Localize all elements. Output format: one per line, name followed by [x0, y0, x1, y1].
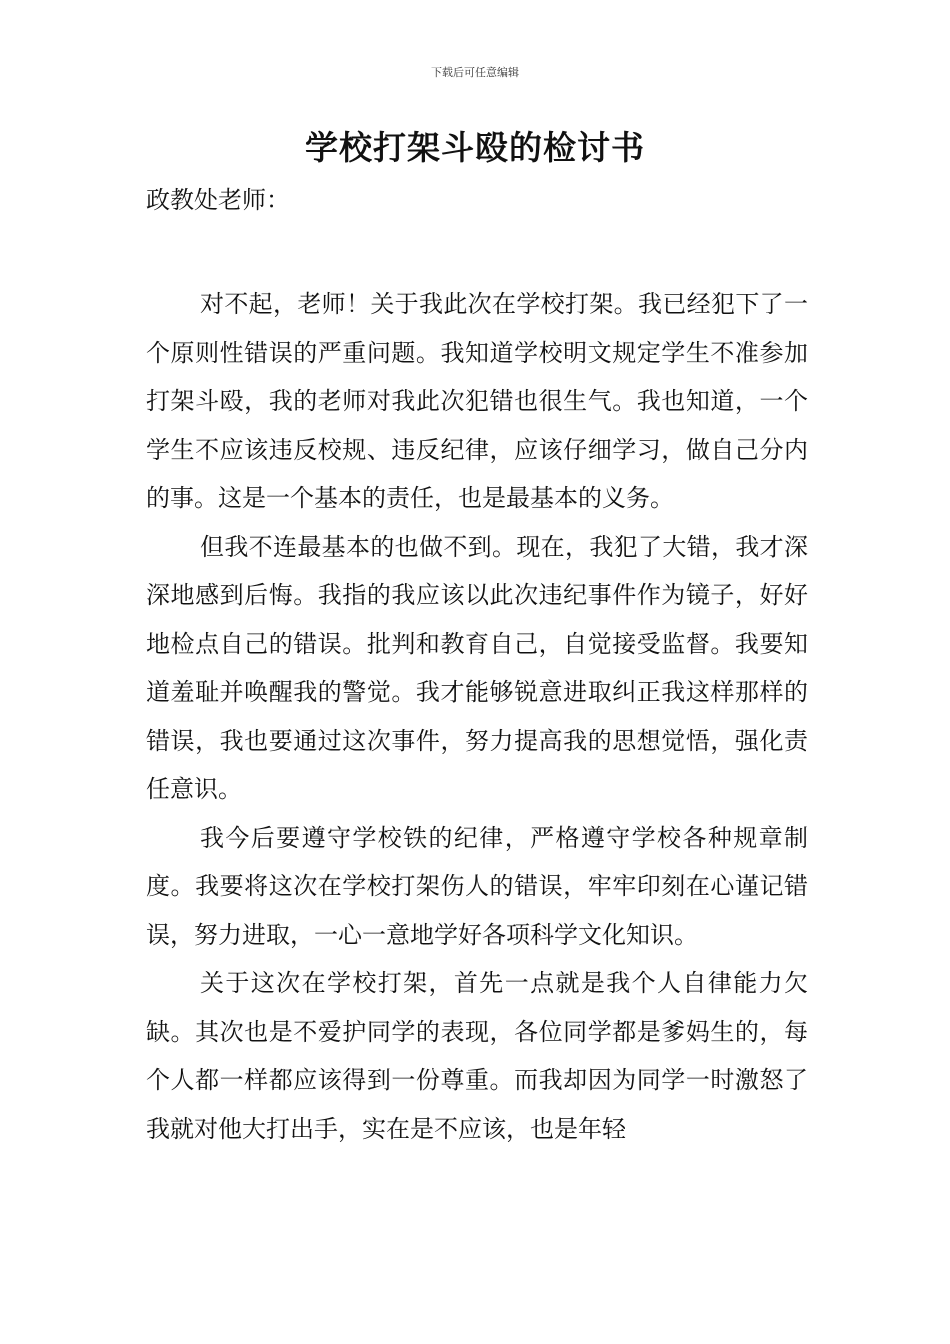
document-body: [146, 280, 808, 1153]
document-title: 学校打架斗殴的检讨书: [305, 128, 645, 167]
paragraph: 我今后要遵守学校铁的纪律，严格遵守学校各种规章制度。我要将这次在学校打架伤人的错误，牢牢印刻在心谨记错误，努力进取，一心一意地学好各项科学文化知识。: [146, 823, 808, 949]
paragraph: 对不起，老师！关于我此次在学校打架。我已经犯下了一个原则性错误的严重问题。我知道学校明文规定学生不准参加打架斗殴，我的老师对我此次犯错也很生气。我也知道，一个学生不应该违反校规、违反纪律，应该仔细学习，做自己分内的事。这是一个基本的责任，也是最基本的义务。: [146, 290, 808, 512]
paragraph: 关于这次在学校打架，首先一点就是我个人自律能力欠缺。其次也是不爱护同学的表现，各位同学都是爹妈生的，每个人都一样都应该得到一份尊重。而我却因为同学一时激怒了我就对他大打出手，实在是不应该，也是年轻: [146, 969, 808, 1143]
paragraph: 但我不连最基本的也做不到。现在，我犯了大错，我才深深地感到后悔。我指的我应该以此次违纪事件作为镜子，好好地检点自己的错误。批判和教育自己，自觉接受监督。我要知道羞耻并唤醒我的警觉。我才能够锐意进取纠正我这样那样的错误，我也要通过这次事件，努力提高我的思想觉悟，强化责任意识。: [146, 532, 808, 803]
header-note: 下载后可任意编辑: [431, 66, 519, 79]
salutation: 政教处老师：: [146, 186, 290, 214]
